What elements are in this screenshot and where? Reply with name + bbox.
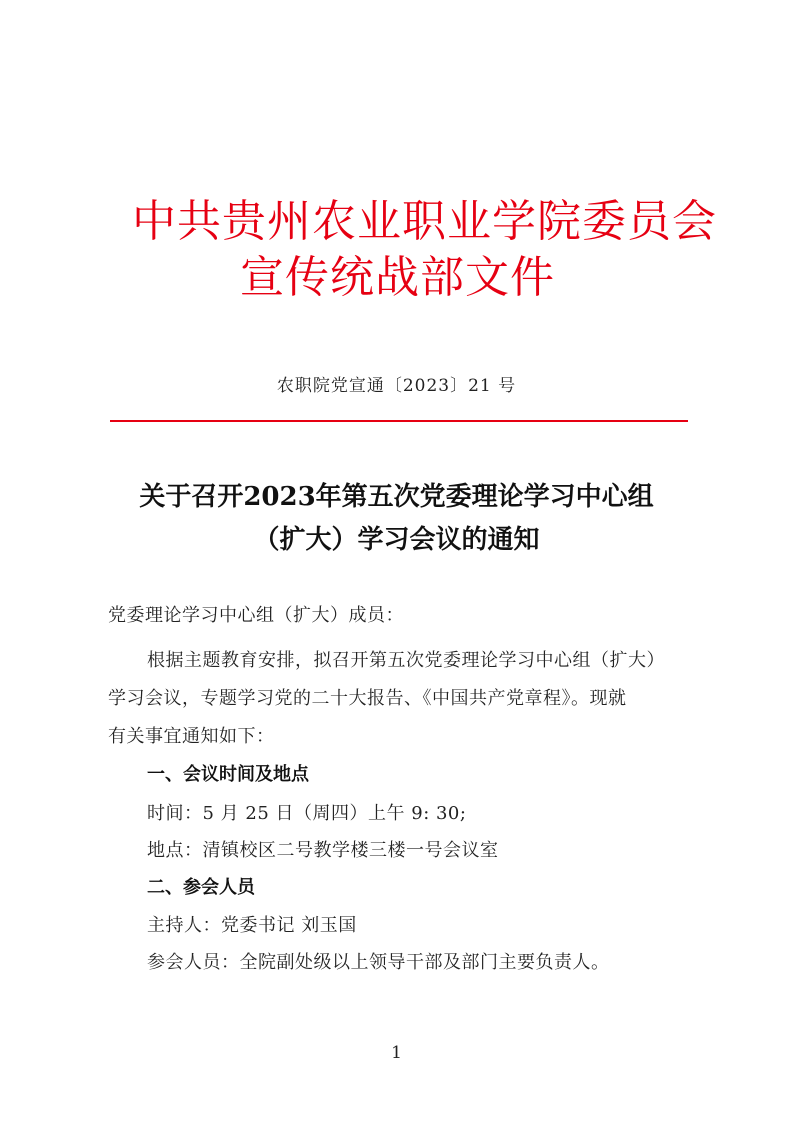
document-number: 农职院党宣通〔2023〕21 号 xyxy=(276,376,517,396)
meeting-attendees: 参会人员：全院副处级以上领导干部及部门主要负责人。 xyxy=(147,952,610,973)
header-divider xyxy=(110,420,688,422)
meeting-place: 地点：清镇校区二号教学楼三楼一号会议室 xyxy=(147,840,499,861)
intro-paragraph-line1: 根据主题教育安排，拟召开第五次党委理论学习中心组（扩大） xyxy=(147,650,665,671)
meeting-host: 主持人：党委书记 刘玉国 xyxy=(147,915,357,936)
document-title-line2: （扩大）学习会议的通知 xyxy=(253,525,540,555)
salutation: 党委理论学习中心组（扩大）成员： xyxy=(108,605,404,626)
intro-paragraph-line3: 有关事宜通知如下： xyxy=(108,726,275,747)
section-heading-time-place: 一、会议时间及地点 xyxy=(147,764,309,785)
document-header-type: 宣传统战部文件 xyxy=(240,252,555,303)
document-header-org: 中共贵州农业职业学院委员会 xyxy=(132,196,717,247)
section-heading-attendees: 二、参会人员 xyxy=(147,877,255,898)
document-title-line1: 关于召开2023年第五次党委理论学习中心组 xyxy=(139,482,654,512)
intro-paragraph-line2: 学习会议，专题学习党的二十大报告、《中国共产党章程》。现就 xyxy=(108,688,627,709)
page-number: 1 xyxy=(391,1043,402,1063)
meeting-time: 时间：5 月 25 日（周四）上午 9: 30; xyxy=(147,803,467,824)
